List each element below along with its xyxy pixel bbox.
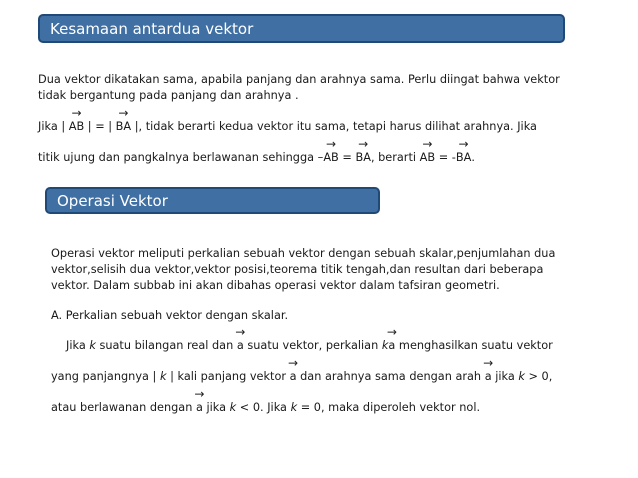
vector-ab: → AB	[323, 137, 339, 164]
vector-ba: → BA	[115, 106, 132, 133]
vector-a: → a	[288, 356, 299, 383]
paragraph-line: Dua vektor dikatakan sama, apabila panjang dan arahnya sama. Perlu diingat bahwa vektor	[38, 73, 560, 86]
vector-a: → a	[235, 325, 246, 352]
section-title-text: Operasi Vektor	[57, 192, 168, 210]
paragraph-line: vektor,selisih dua vektor,vektor posisi,teorema titik tengah,dan resultan dari beberapa	[51, 263, 544, 276]
vector-ab: → AB	[68, 106, 85, 133]
vector-arrow-icon: →	[358, 137, 369, 151]
section-title-kesamaan	[38, 14, 565, 43]
vector-arrow-icon: →	[422, 137, 433, 151]
vector-a: → a	[386, 325, 397, 352]
vector-a: → a	[194, 387, 205, 414]
vector-arrow-icon: →	[118, 106, 129, 120]
vector-arrow-icon: →	[194, 387, 205, 401]
section-title-operasi	[45, 187, 380, 214]
paragraph-line: tidak bergantung pada panjang dan arahnya .	[38, 89, 299, 102]
vector-arrow-icon: →	[483, 356, 494, 370]
vector-arrow-icon: →	[71, 106, 82, 120]
paragraph-line-titik: titik ujung dan pangkalnya berlawanan sehingga – → AB = → BA, berarti → AB = - → BA.	[38, 137, 475, 164]
vector-ba: → BA	[455, 137, 472, 164]
paragraph-line-berlawanan: atau berlawanan dengan → a jika k < 0. Jika k = 0, maka diperoleh vektor nol.	[51, 387, 481, 414]
paragraph-line: Operasi vektor meliputi perkalian sebuah vektor dengan sebuah skalar,penjumlahan dua	[51, 247, 556, 260]
vector-arrow-icon: →	[288, 356, 299, 370]
vector-arrow-icon: →	[458, 137, 469, 151]
paragraph-line: vektor. Dalam subbab ini akan dibahas operasi vektor dalam tafsiran geometri.	[51, 279, 500, 292]
vector-arrow-icon: →	[386, 325, 397, 339]
subheading-perkalian: A. Perkalian sebuah vektor dengan skalar.	[51, 309, 289, 322]
vector-arrow-icon: →	[326, 137, 337, 151]
vector-ab: → AB	[419, 137, 436, 164]
vector-a: → a	[483, 356, 494, 383]
vector-ba: → BA	[355, 137, 371, 164]
paragraph-line-panjang: yang panjangnya | k | kali panjang vektor → a dan arahnya sama dengan arah → a jika k > 0,	[51, 356, 553, 383]
paragraph-line-jika: Jika | → AB | = | → BA |, tidak berarti kedua vektor itu sama, tetapi harus dilihat arahnya. Jika	[38, 106, 537, 133]
vector-arrow-icon: →	[235, 325, 246, 339]
section-title-text: Kesamaan antardua vektor	[50, 20, 254, 38]
paragraph-line-jika-k: Jika k suatu bilangan real dan → a suatu vektor, perkalian k → a menghasilkan suatu vektor	[66, 325, 553, 352]
